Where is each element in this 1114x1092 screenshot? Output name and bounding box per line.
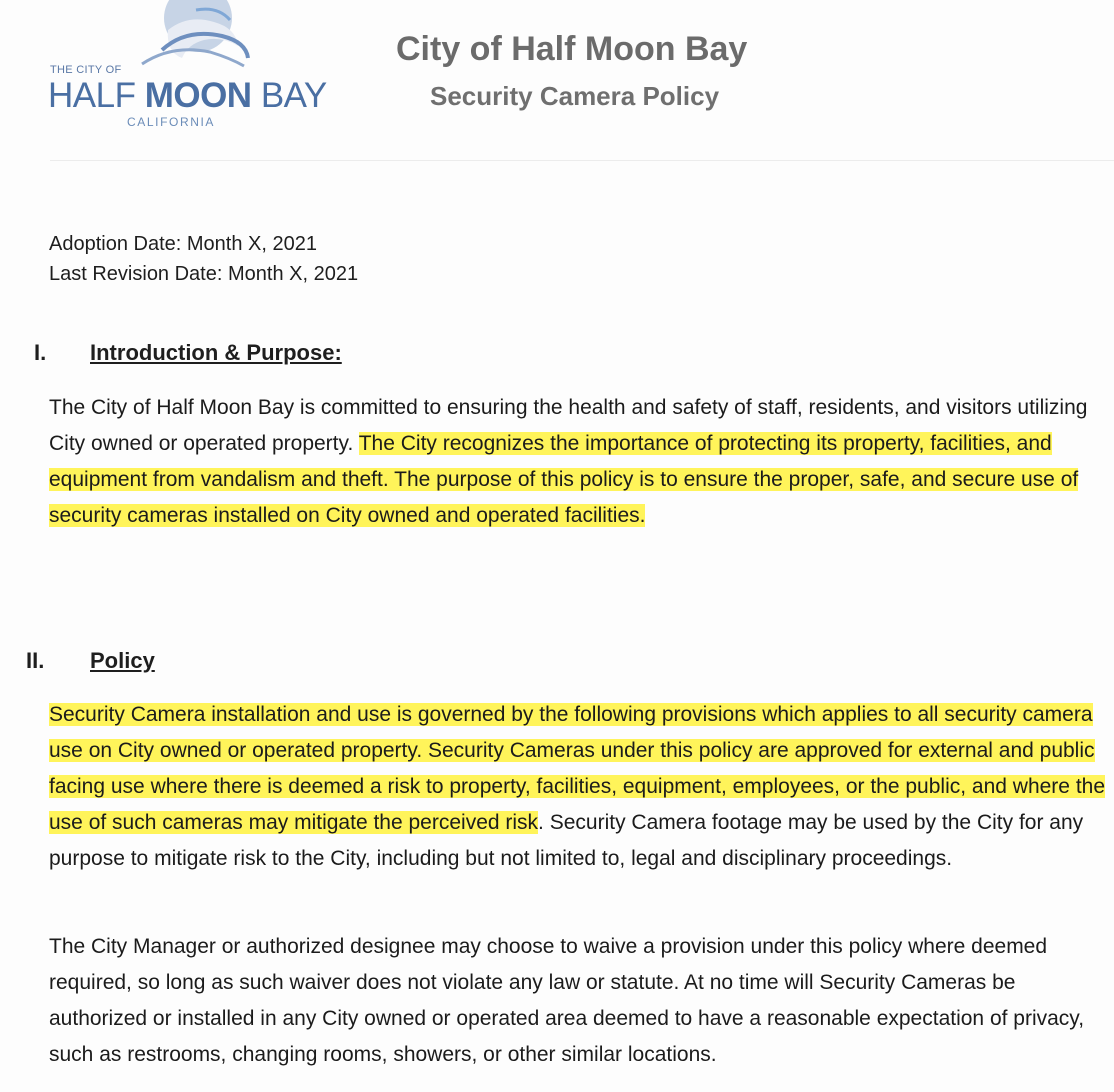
section-2-number: II. <box>26 648 45 673</box>
section-2-paragraph-2: The City Manager or authorized designee may choose to waive a provision under this policy where deemed required, so long as such waiver does not violate any law or statute. At no time will Security Cameras be authorized or installed in any City owned or operated area deemed to have a reasonable expectation of privacy, such as restrooms, changing rooms, showers, or other similar locations. <box>49 935 1085 1066</box>
section-2-paragraph-1 <box>49 697 1111 877</box>
document-dates <box>49 229 358 289</box>
logo-main-text <box>48 76 327 116</box>
section-1-text-plain: The City of Half Moon Bay is committed to ensuring the health and safety of staff, residents, and visitors utilizing City owned or operated property. <box>49 396 1088 455</box>
section-1-text-highlighted: The City recognizes the importance of protecting its property, facilities, and equipment from vandalism and theft. The purpose of this policy is to ensure the proper, safe, and secure use of security cameras installed on City owned and operated facilities. <box>49 432 1079 527</box>
section-1-title: Introduction & Purpose: <box>90 340 342 365</box>
section-2-title: Policy <box>90 648 155 673</box>
document-subtitle: Security Camera Policy <box>430 81 720 111</box>
revision-date: Last Revision Date: Month X, 2021 <box>49 263 359 285</box>
logo-sub-text: CALIFORNIA <box>127 115 216 129</box>
moon-wave-icon <box>126 0 296 72</box>
section-2-text-highlighted: Security Camera installation and use is governed by the following provisions which applies to all security camera use on City owned or operated property. Security Cameras under this policy are approved for external and public facing use where there is deemed a risk to property, facilities, equipment, employees, or the public, and where the use of such cameras may mitigate the perceived risk <box>49 703 1106 834</box>
logo-main-bold: MOON <box>144 76 252 115</box>
logo-main-left: HALF <box>48 76 145 115</box>
section-1-paragraph <box>49 390 1111 534</box>
city-logo <box>46 0 336 135</box>
logo-small-text: THE CITY OF <box>50 64 122 76</box>
section-2-text-plain: . Security Camera footage may be used by the City for any purpose to mitigate risk to the City, including but not limited to, legal and disciplinary proceedings. <box>49 811 1084 870</box>
document-title: City of Half Moon Bay <box>396 30 748 68</box>
section-1-number: I. <box>34 340 47 365</box>
logo-main-right: BAY <box>251 76 327 115</box>
adoption-date: Adoption Date: Month X, 2021 <box>49 233 317 255</box>
header-divider <box>50 160 1114 161</box>
